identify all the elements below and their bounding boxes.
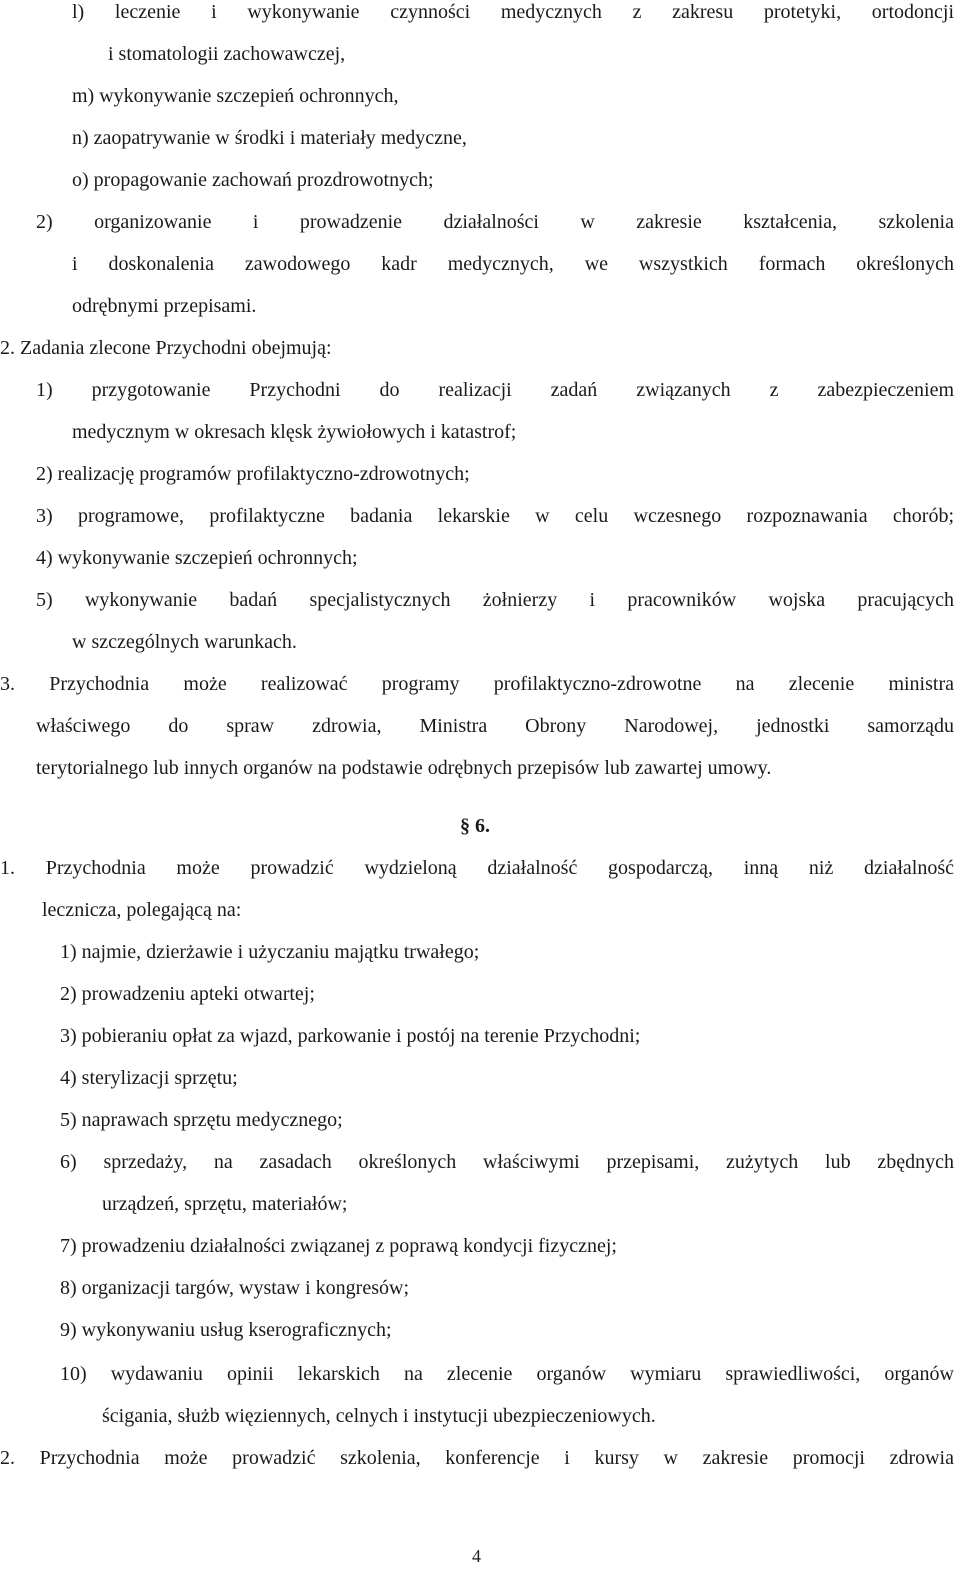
list-item-continuation: medycznym w okresach klęsk żywiołowych i katastrof;	[72, 421, 517, 443]
list-item-continuation: i doskonalenia zawodowego kadr medycznych, we wszystkich formach określonych	[72, 253, 954, 275]
paragraph: 3. Przychodnia może realizować programy profilaktyczno-zdrowotne na zlecenie ministra	[0, 673, 954, 695]
list-item: 2) prowadzeniu apteki otwartej;	[60, 983, 315, 1005]
list-item: 7) prowadzeniu działalności związanej z poprawą kondycji fizycznej;	[60, 1235, 617, 1257]
list-item-continuation: ścigania, służb więziennych, celnych i instytucji ubezpieczeniowych.	[102, 1405, 656, 1427]
list-item: o) propagowanie zachowań prozdrowotnych;	[72, 169, 434, 191]
page-number: 4	[472, 1546, 481, 1566]
paragraph: 2. Zadania zlecone Przychodni obejmują:	[0, 337, 332, 359]
list-item: 4) sterylizacji sprzętu;	[60, 1067, 238, 1089]
list-item: 1) najmie, dzierżawie i użyczaniu majątku trwałego;	[60, 941, 480, 963]
list-item: 5) wykonywanie badań specjalistycznych żołnierzy i pracowników wojska pracujących	[36, 589, 954, 611]
list-item: 9) wykonywaniu usług kserograficznych;	[60, 1319, 392, 1341]
section-heading: § 6.	[460, 815, 490, 837]
paragraph-continuation: właściwego do spraw zdrowia, Ministra Obrony Narodowej, jednostki samorządu	[36, 715, 954, 737]
list-item: 2) realizację programów profilaktyczno-zdrowotnych;	[36, 463, 470, 485]
list-item-continuation: odrębnymi przepisami.	[72, 295, 257, 317]
list-item-continuation: urządzeń, sprzętu, materiałów;	[102, 1193, 348, 1215]
list-item: 8) organizacji targów, wystaw i kongresów;	[60, 1277, 409, 1299]
list-item: 1) przygotowanie Przychodni do realizacji zadań związanych z zabezpieczeniem	[36, 379, 954, 401]
list-item: 4) wykonywanie szczepień ochronnych;	[36, 547, 358, 569]
paragraph: 2. Przychodnia może prowadzić szkolenia, konferencje i kursy w zakresie promocji zdrowia	[0, 1447, 954, 1469]
list-item-continuation: i stomatologii zachowawczej,	[108, 43, 346, 65]
list-item: n) zaopatrywanie w środki i materiały medyczne,	[72, 127, 467, 149]
paragraph-continuation: terytorialnego lub innych organów na podstawie odrębnych przepisów lub zawartej umowy.	[36, 757, 772, 779]
list-item: 5) naprawach sprzętu medycznego;	[60, 1109, 343, 1131]
list-item: 6) sprzedaży, na zasadach określonych właściwymi przepisami, zużytych lub zbędnych	[60, 1151, 954, 1173]
list-item: 10) wydawaniu opinii lekarskich na zlecenie organów wymiaru sprawiedliwości, organów	[60, 1363, 954, 1385]
list-item-continuation: w szczególnych warunkach.	[72, 631, 297, 653]
paragraph: 1. Przychodnia może prowadzić wydzieloną działalność gospodarczą, inną niż działalność	[0, 857, 954, 879]
list-item: m) wykonywanie szczepień ochronnych,	[72, 85, 399, 107]
list-item: l) leczenie i wykonywanie czynności medycznych z zakresu protetyki, ortodoncji	[72, 1, 954, 23]
list-item: 2) organizowanie i prowadzenie działalności w zakresie kształcenia, szkolenia	[36, 211, 954, 233]
list-item: 3) pobieraniu opłat za wjazd, parkowanie i postój na terenie Przychodni;	[60, 1025, 641, 1047]
list-item: 3) programowe, profilaktyczne badania lekarskie w celu wczesnego rozpoznawania chorób;	[36, 505, 954, 527]
paragraph-continuation: lecznicza, polegającą na:	[42, 899, 242, 921]
